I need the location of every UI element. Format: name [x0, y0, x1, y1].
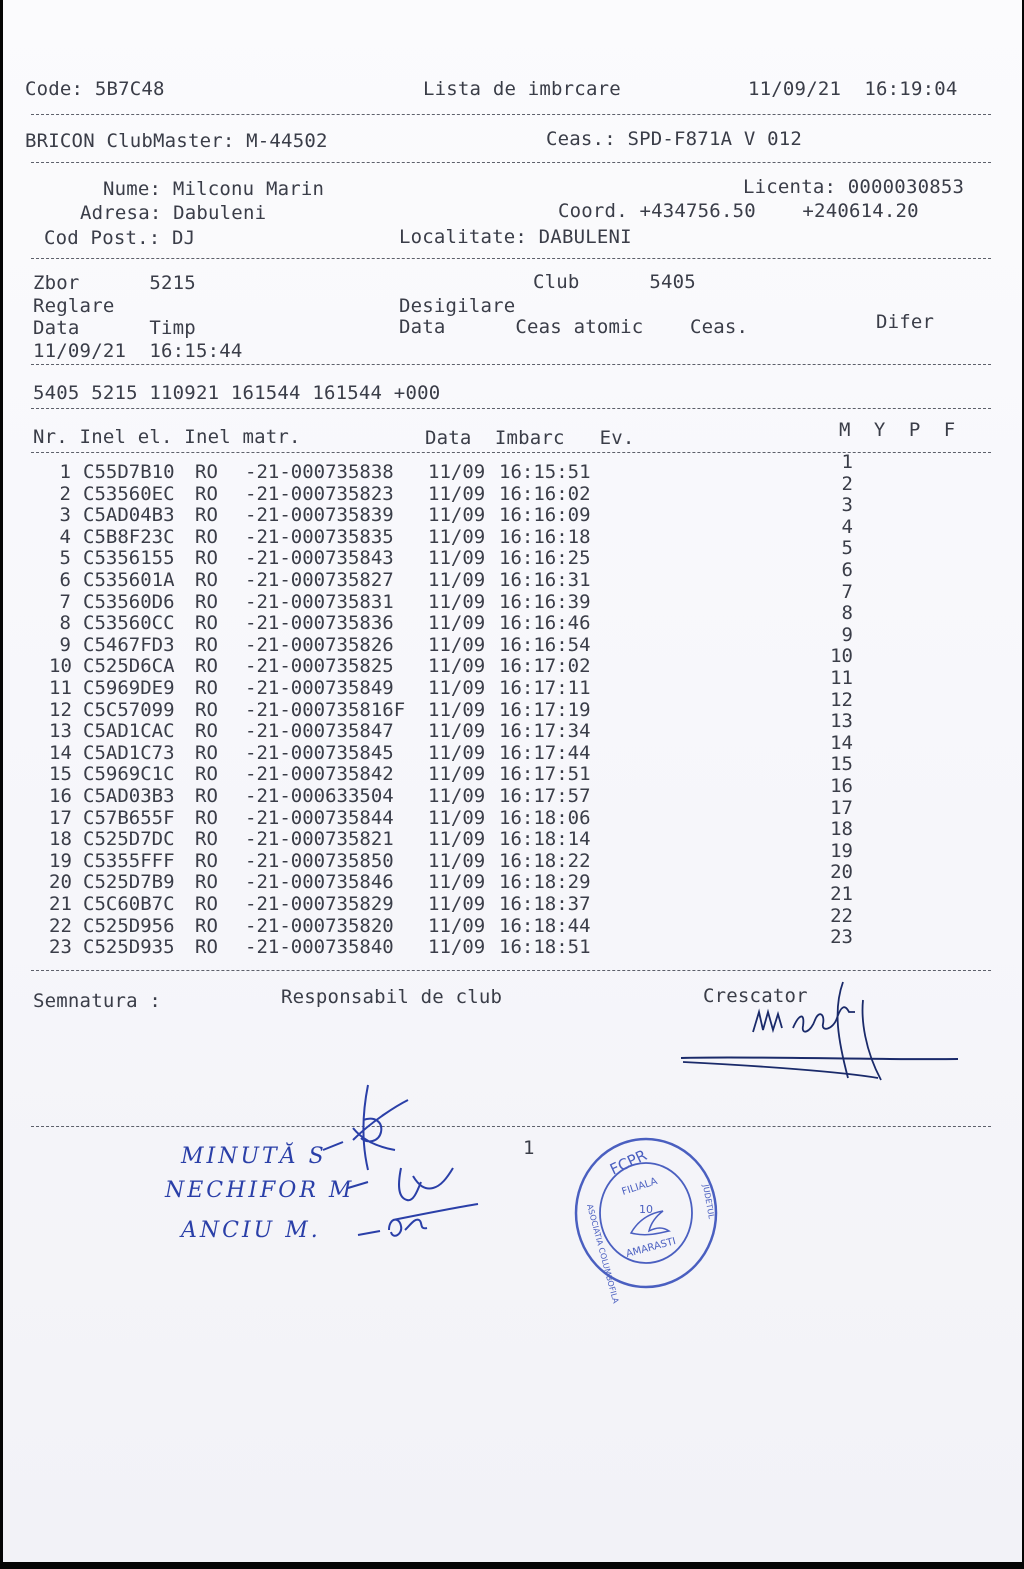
- stamp-text-bottom: AMARASTI: [624, 1236, 678, 1260]
- cell-date: 11/09: [428, 461, 486, 483]
- cell-position: 15: [830, 753, 853, 776]
- cell-country: RO: [195, 871, 218, 894]
- cell-position: 6: [841, 559, 853, 581]
- cell-nr: 23: [49, 936, 72, 959]
- cell-time: 16:18:37: [499, 893, 591, 915]
- cell-time: 16:16:46: [499, 612, 591, 635]
- cell-nr: 11: [49, 677, 72, 699]
- cell-time: 16:18:22: [499, 849, 591, 872]
- table-row: [3, 818, 1022, 851]
- cell-country: RO: [195, 569, 218, 591]
- cell-date: 11/09: [428, 698, 486, 721]
- separator: [31, 258, 991, 259]
- clock-id: Ceas.: SPD-F871A V 012: [546, 128, 803, 150]
- table-row: [3, 926, 1022, 959]
- cell-position: 8: [841, 602, 853, 625]
- cell-ring-number: -21-000735844: [245, 806, 394, 829]
- cell-nr: 18: [49, 828, 72, 851]
- cell-electronic-ring: C525D935: [83, 936, 175, 959]
- cell-country: RO: [195, 741, 218, 764]
- cell-electronic-ring: C525D7B9: [83, 871, 175, 894]
- cell-position: 21: [830, 883, 853, 905]
- cell-electronic-ring: C53560CC: [83, 612, 175, 635]
- reglare-columns: Data Timp: [33, 317, 196, 339]
- cell-ring-number: -21-000735840: [245, 936, 394, 959]
- cell-electronic-ring: C5C60B7C: [83, 893, 175, 915]
- cell-nr: 2: [59, 482, 71, 505]
- cell-ring-number: -21-000735843: [245, 547, 394, 570]
- cell-country: RO: [195, 763, 218, 786]
- handwritten-name-3: ANCIU M.: [181, 1218, 321, 1243]
- cell-country: RO: [195, 806, 218, 829]
- signature-label: Semnatura :: [33, 990, 162, 1012]
- cell-time: 16:17:11: [499, 677, 591, 699]
- cell-nr: 1: [59, 461, 71, 483]
- desigilare-columns: Data Ceas atomic Ceas.: [399, 316, 749, 338]
- separator: [31, 162, 991, 163]
- cell-country: RO: [195, 547, 218, 570]
- cell-position: 9: [841, 623, 853, 646]
- cell-electronic-ring: C5C57099: [83, 698, 175, 721]
- cell-electronic-ring: C53560EC: [83, 482, 175, 505]
- cell-date: 11/09: [428, 785, 486, 807]
- cell-date: 11/09: [428, 720, 486, 743]
- cell-electronic-ring: C525D7DC: [83, 828, 175, 851]
- cell-position: 1: [841, 451, 853, 473]
- stamp-ring-left: ASOCIATIA COLUMBOFILA: [585, 1203, 621, 1305]
- cell-ring-number: -21-000735825: [245, 655, 394, 678]
- reglare-label: Reglare: [33, 295, 115, 317]
- cell-time: 16:16:18: [499, 525, 591, 548]
- stamp-pigeon-icon: [631, 1211, 669, 1235]
- cell-country: RO: [195, 785, 218, 807]
- cell-electronic-ring: C5969C1C: [83, 763, 175, 786]
- cell-electronic-ring: C5467FD3: [83, 633, 175, 656]
- cell-nr: 21: [49, 893, 72, 915]
- cell-position: 16: [830, 775, 853, 797]
- cell-position: 11: [830, 667, 853, 689]
- cell-nr: 17: [49, 806, 72, 829]
- cell-ring-number: -21-000735831: [245, 590, 394, 613]
- cell-ring-number: -21-000735820: [245, 914, 394, 937]
- cell-electronic-ring: C5AD04B3: [83, 504, 175, 527]
- cell-date: 11/09: [428, 677, 486, 699]
- cell-time: 16:16:31: [499, 569, 591, 591]
- cell-date: 11/09: [428, 806, 486, 829]
- cell-date: 11/09: [428, 633, 486, 656]
- separator: [31, 364, 991, 365]
- cell-ring-number: -21-000735838: [245, 461, 394, 483]
- cell-time: 16:17:19: [499, 698, 591, 721]
- cell-time: 16:18:14: [499, 828, 591, 851]
- cell-country: RO: [195, 525, 218, 548]
- cell-electronic-ring: C55D7B10: [83, 461, 175, 483]
- cell-ring-number: -21-000735816F: [245, 698, 406, 721]
- cell-electronic-ring: C525D956: [83, 914, 175, 937]
- cell-time: 16:16:02: [499, 482, 591, 505]
- cell-time: 16:15:51: [499, 461, 591, 483]
- cell-country: RO: [195, 482, 218, 505]
- cell-position: 20: [830, 861, 853, 884]
- table-header-date-time: Data Imbarc Ev.: [425, 427, 635, 449]
- cell-date: 11/09: [428, 482, 486, 505]
- owner-address: Adresa: Dabuleni: [80, 202, 267, 224]
- cell-date: 11/09: [428, 569, 486, 591]
- cell-nr: 19: [49, 849, 72, 872]
- cell-ring-number: -21-000735826: [245, 633, 394, 656]
- cell-position: 5: [841, 537, 853, 560]
- cell-ring-number: -21-000735836: [245, 612, 394, 635]
- flight-number: Zbor 5215: [33, 272, 196, 294]
- cell-nr: 7: [59, 590, 71, 613]
- cell-ring-number: -21-000735835: [245, 525, 394, 548]
- cell-nr: 14: [49, 741, 72, 764]
- cell-nr: 8: [59, 612, 71, 635]
- table-row: [3, 861, 1022, 894]
- cell-country: RO: [195, 633, 218, 656]
- difer-label: Difer: [876, 311, 935, 333]
- club-number: Club 5405: [533, 271, 696, 293]
- table-row: [3, 602, 1022, 635]
- committee-signatures: [293, 1080, 493, 1260]
- cell-date: 11/09: [428, 828, 486, 851]
- cell-country: RO: [195, 677, 218, 699]
- cell-position: 10: [830, 645, 853, 668]
- cell-position: 13: [830, 710, 853, 733]
- cell-nr: 9: [59, 633, 71, 656]
- cell-position: 4: [841, 515, 853, 538]
- cell-country: RO: [195, 720, 218, 743]
- cell-nr: 13: [49, 720, 72, 743]
- cell-time: 16:18:51: [499, 936, 591, 959]
- document-title: Lista de imbrcare: [423, 78, 621, 100]
- cell-ring-number: -21-000735850: [245, 849, 394, 872]
- cell-date: 11/09: [428, 871, 486, 894]
- cell-date: 11/09: [428, 914, 486, 937]
- club-responsible-label: Responsabil de club: [281, 986, 503, 1008]
- cell-ring-number: -21-000633504: [245, 785, 394, 807]
- table-row: [3, 753, 1022, 786]
- stamp-number: 10: [639, 1203, 653, 1216]
- table-row: [3, 645, 1022, 678]
- table-header-rings: Nr. Inel el. Inel matr.: [33, 426, 301, 448]
- cell-time: 16:16:39: [499, 590, 591, 613]
- separator: [31, 408, 991, 409]
- table-header-myppf: M Y P F: [839, 419, 956, 441]
- cell-nr: 4: [59, 525, 71, 548]
- cell-time: 16:17:57: [499, 785, 591, 807]
- cell-date: 11/09: [428, 612, 486, 635]
- cell-electronic-ring: C5B8F23C: [83, 525, 175, 548]
- cell-date: 11/09: [428, 936, 486, 959]
- cell-country: RO: [195, 461, 218, 483]
- cell-date: 11/09: [428, 893, 486, 915]
- association-stamp: [571, 1135, 721, 1305]
- cell-nr: 16: [49, 785, 72, 807]
- cell-nr: 15: [49, 763, 72, 786]
- cell-time: 16:18:44: [499, 914, 591, 937]
- stamp-ring-right: JUDETUL: [701, 1183, 716, 1220]
- handwritten-name-2: NECHIFOR M: [165, 1178, 355, 1203]
- printed-page: [3, 0, 1022, 1562]
- cell-date: 11/09: [428, 849, 486, 872]
- table-row: [3, 710, 1022, 743]
- breeder-label: Crescator: [703, 985, 808, 1007]
- cell-time: 16:16:09: [499, 504, 591, 527]
- cell-nr: 10: [49, 655, 72, 678]
- cell-electronic-ring: C5AD03B3: [83, 785, 175, 807]
- handwritten-name-1: MINUTĂ S: [181, 1144, 327, 1169]
- cell-time: 16:18:06: [499, 806, 591, 829]
- cell-ring-number: -21-000735821: [245, 828, 394, 851]
- cell-country: RO: [195, 828, 218, 851]
- cell-date: 11/09: [428, 763, 486, 786]
- cell-electronic-ring: C5355FFF: [83, 849, 175, 872]
- cell-country: RO: [195, 612, 218, 635]
- reglare-values: 11/09/21 16:15:44: [33, 340, 243, 362]
- cell-position: 19: [830, 839, 853, 862]
- cell-ring-number: -21-000735842: [245, 763, 394, 786]
- cell-electronic-ring: C57B655F: [83, 806, 175, 829]
- owner-postal-code: Cod Post.: DJ: [44, 227, 196, 249]
- cell-nr: 3: [59, 504, 71, 527]
- cell-country: RO: [195, 893, 218, 915]
- cell-ring-number: -21-000735827: [245, 569, 394, 591]
- cell-date: 11/09: [428, 741, 486, 764]
- table-row: [3, 537, 1022, 570]
- cell-electronic-ring: C5AD1CAC: [83, 720, 175, 743]
- cell-ring-number: -21-000735823: [245, 482, 394, 505]
- cell-nr: 12: [49, 698, 72, 721]
- cell-date: 11/09: [428, 655, 486, 678]
- cell-nr: 6: [59, 569, 71, 591]
- cell-position: 3: [841, 494, 853, 517]
- separator: [31, 114, 991, 115]
- cell-electronic-ring: C5AD1C73: [83, 741, 175, 764]
- owner-license: Licenta: 0000030853: [743, 176, 965, 198]
- cell-ring-number: -21-000735847: [245, 720, 394, 743]
- cell-nr: 22: [49, 914, 72, 937]
- cell-country: RO: [195, 849, 218, 872]
- stamp-text-inner: FILIALA: [620, 1176, 659, 1198]
- cell-position: 14: [830, 731, 853, 754]
- cell-electronic-ring: C535601A: [83, 569, 175, 591]
- cell-country: RO: [195, 936, 218, 959]
- cell-time: 16:17:51: [499, 763, 591, 786]
- cell-time: 16:16:25: [499, 547, 591, 570]
- separator: [31, 1126, 991, 1127]
- cell-date: 11/09: [428, 590, 486, 613]
- table-row: [3, 451, 1022, 484]
- table-row: [3, 559, 1022, 592]
- cell-country: RO: [195, 655, 218, 678]
- table-row: [3, 775, 1022, 808]
- cell-position: 2: [841, 472, 853, 495]
- cell-position: 7: [841, 580, 853, 603]
- cell-time: 16:16:54: [499, 633, 591, 656]
- cell-position: 22: [830, 904, 853, 927]
- cell-ring-number: -21-000735839: [245, 504, 394, 527]
- cell-electronic-ring: C525D6CA: [83, 655, 175, 678]
- page-number: 1: [523, 1137, 535, 1159]
- document-code: Code: 5B7C48: [25, 78, 165, 100]
- cell-country: RO: [195, 504, 218, 527]
- cell-date: 11/09: [428, 504, 486, 527]
- cell-electronic-ring: C53560D6: [83, 590, 175, 613]
- cell-position: 23: [830, 926, 853, 949]
- table-row: [3, 667, 1022, 700]
- clubmaster-id: BRICON ClubMaster: M-44502: [25, 130, 328, 152]
- cell-country: RO: [195, 698, 218, 721]
- cell-ring-number: -21-000735845: [245, 741, 394, 764]
- cell-country: RO: [195, 590, 218, 613]
- cell-time: 16:18:29: [499, 871, 591, 894]
- cell-electronic-ring: C5969DE9: [83, 677, 175, 699]
- table-row: [3, 494, 1022, 527]
- cell-ring-number: -21-000735846: [245, 871, 394, 894]
- cell-country: RO: [195, 914, 218, 937]
- cell-ring-number: -21-000735849: [245, 677, 394, 699]
- owner-name: Nume: Milconu Marin: [103, 178, 325, 200]
- desigilare-label: Desigilare: [399, 295, 516, 317]
- cell-position: 17: [830, 796, 853, 819]
- cell-date: 11/09: [428, 547, 486, 570]
- owner-locality: Localitate: DABULENI: [399, 226, 632, 248]
- cell-date: 11/09: [428, 525, 486, 548]
- cell-position: 12: [830, 688, 853, 711]
- stamp-text-top: FCPR: [607, 1146, 650, 1179]
- cell-position: 18: [830, 818, 853, 841]
- flight-summary-line: 5405 5215 110921 161544 161544 +000: [33, 382, 441, 404]
- print-datetime: 11/09/21 16:19:04: [748, 78, 958, 100]
- cell-time: 16:17:02: [499, 655, 591, 678]
- cell-ring-number: -21-000735829: [245, 893, 394, 915]
- breeder-signature: [673, 970, 973, 1090]
- table-row: [3, 883, 1022, 916]
- cell-electronic-ring: C5356155: [83, 547, 175, 570]
- cell-time: 16:17:34: [499, 720, 591, 743]
- owner-coordinates: Coord. +434756.50 +240614.20: [558, 200, 919, 222]
- cell-nr: 20: [49, 871, 72, 894]
- cell-nr: 5: [59, 547, 71, 570]
- cell-time: 16:17:44: [499, 741, 591, 764]
